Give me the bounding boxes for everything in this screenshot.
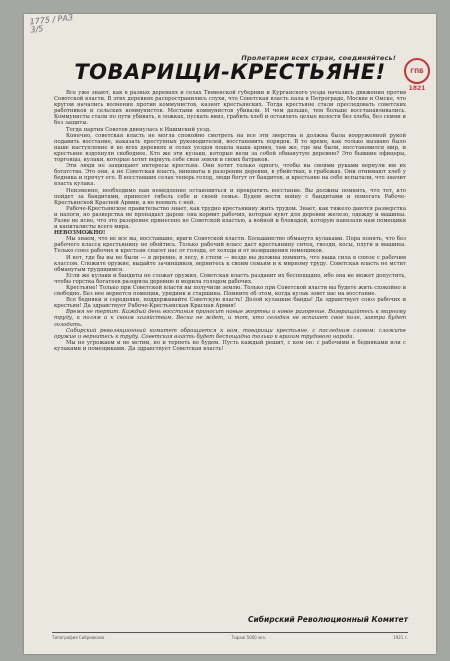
footer [52, 635, 408, 640]
body-paragraph: Эти люди не защищают интересы крестьян. Они хотят только одного, чтобы вы своими руками вернули им их богатства. Это они, а не Советская власть, виноваты в разорении деревни, в убийствах, в грабежах. Они отнимают хлеб у бедняка и прячут его. В восставших селах теперь голод, люди бегут от бандитов, и крестьяне на себе испытали, что значит власть кулака. [54, 163, 406, 188]
body-text [54, 90, 406, 610]
body-paragraph: Все бедняки и середняки, поддерживайте Советскую власть! Долой кулацкие банды! Да здравствует союз рабочих и крестьян! Да здравствует Рабоче-Крестьянская Красная Армия! [54, 297, 406, 310]
body-paragraph: И вот, где бы вы не были — в деревне, в лесу, в степи — везде вы должны помнить, что ваша сила в союзе с рабочим классом. Сложите оружие, выдайте зачинщиков, вернитесь к своим семьям и к мирному труду. Советская власть не мстит обманутым трудящимся. [54, 254, 406, 273]
body-paragraph: Мы знаем, что не все вы, восставшие, враги Советской власти. Большинство обмануто кулаками. Пора понять, что без рабочего класса крестьянину не обойтись. Только рабочий класс даст крестьянину ситец, гвозди, косы, плуги и машины. Только союз рабочих и крестьян спасет нас от голода, от холода и от возвращения помещиков. [54, 236, 406, 255]
footer-left: Типография Сибревкома [52, 635, 105, 640]
body-paragraph: Сибирский революционный комитет обращается к вам, товарищи крестьяне, с последним словом: сложите оружие и вернитесь к труду. Советская власть будет беспощадна только к врагам трудового народа. [54, 327, 406, 340]
footer-center: Тираж 5000 экз. [231, 635, 266, 640]
footer-rule [52, 632, 408, 633]
signature: Сибирский Революционный Комитет [248, 615, 408, 624]
body-paragraph: Тогда партия Советов двинулась в Ишимский уезд. [66, 126, 211, 133]
stamp-label: ГПБ [410, 67, 424, 75]
archive-pencil-mark: 1775 / РАЗ 3/5 [29, 13, 74, 35]
body-paragraph: Время не терпит. Каждый день восстания приносит новые жертвы и новое разорение. Возвращайтесь к мирному труду, к полям и к своим хозяйствам. Весна не ждет, и тот, кто сегодня не вспашет свое поле, завтра будет голодать. [54, 309, 406, 328]
body-paragraph: Неизменно, необходимо вам немедленно остановиться и прекратить восстание. Вы должны помнить, что тот, кто пойдет за бандитами, принесет гибель себе и своей семье. Будем вести войну с бандитами и помогать Рабоче-Крестьянской Красной Армии, а не воевать с ней. [54, 187, 406, 206]
stamp-number: 1821 [408, 85, 426, 92]
body-paragraph: Все уже знают, как в разных деревнях и селах Тюменской губернии и Курганского уезда начались движения против Советской власти. В этих деревнях распространились слухи, что Советская власть пала в Петрограде, Москве и Омске, что кругом начались волнения против коммунистов, казнят крестьянских. Тогда крестьяне стали преследовать советских работников и сельских коммунистов. Местами коммунистов убивали. И чем дальше, тем больше восстанавливались. Коммунисты стали по пути убивать, в ложках, пускать вниз, грабить хлеб и оставлять целые волости без хлеба, без семян и без защиты. [54, 90, 406, 127]
body-paragraph: Конечно, советская власть не могла спокойно смотреть на все эти зверства и должна была вооруженной рукой подавить восстание, наказать преступных руководителей, восстановить порядок. В то время, как только вызвано было наше наступление и во всех деревнях и селах уездов пошла наша армия, там же, где мы были, восстановился мир, и крестьяне вздохнули свободнее. Кто же эти кулаки, которые вели за собой обманутую деревню? Это бывшие офицеры, торговцы, кулаки, которые хотят вернуть себе свои земли и своих батраков. [54, 132, 406, 164]
body-paragraph: Мы не угрожаем и не мстим, но и терпеть не будем. Пусть каждый решит, с кем он: с рабочими и бедняками или с кулаками и помещиками. Да здравствует Советская власть! [54, 339, 406, 352]
body-paragraph: Крестьяне! Только при Советской власти вы получили землю. Только при Советской власти вы будете жить спокойно и свободно. Без нее вернется помещик, урядник и старшина. Помните об этом, когда кулак зовет вас на восстание. [54, 285, 406, 298]
body-paragraph: Рабоче-Крестьянское правительство знает, как трудно крестьянину жить трудом. Знает, как тяжело даются разверстка и налоги, но разверстка не пропадает даром: она кормит рабочих, которые куют для деревни железо, одежду и машины. Разве не ясно, что это разорение принесено не Советской властью, а войной и блокадой, которую навязали нам помещики и капиталисты всего мира. [54, 205, 406, 231]
headline: ТОВАРИЩИ-КРЕСТЬЯНЕ! [74, 60, 386, 84]
motto: Пролетарии всех стран, соединяйтесь! [241, 54, 396, 62]
body-paragraph: Если же кулаки и бандиты не сложат оружия, Советская власть раздавит их беспощадно, ибо она не может допустить, чтобы горстка богатеев разоряла деревню и морила голодом рабочих. [54, 272, 406, 285]
footer-right: 1921 г. [393, 635, 408, 640]
body-paragraph: НЕВОЗМОЖНО! [54, 230, 106, 237]
document-sheet [24, 14, 436, 654]
